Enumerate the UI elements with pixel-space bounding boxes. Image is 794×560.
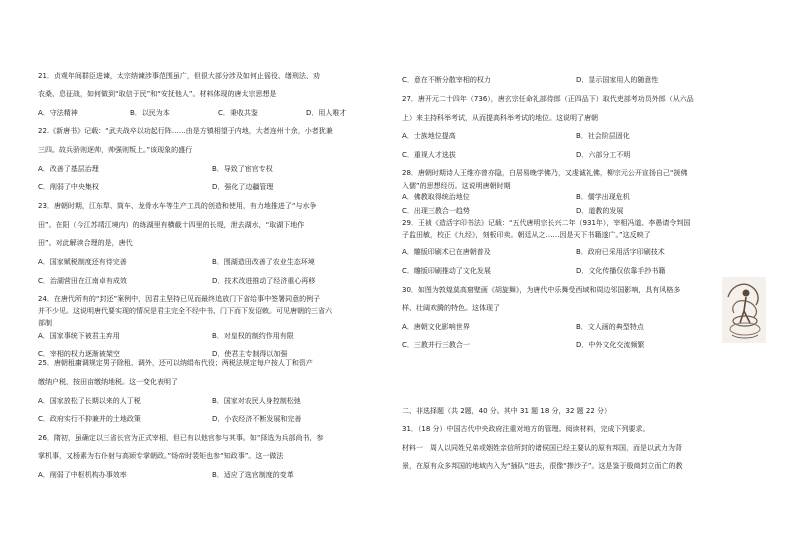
q22-option-d: D．强化了边疆管理 [212, 183, 274, 191]
q29-option-d: D．文化传播仅依靠手抄书籍 [576, 267, 666, 275]
q30-option-b: B．文人画的典型特点 [576, 323, 644, 331]
q22-stem-line1: 22.《新唐书》记载：“武夫战卒以功起行阵……由是方镇相望于内地，大者连州十余，小者犹兼 [38, 127, 333, 135]
q26-option-a: A．削弱了中枢机构办事效率 [38, 471, 127, 479]
q31-material-line1: 材料一 周人以同姓兄弟或姻姓亲信所封的诸侯国已经主要认的原有邦国，而是以武力为背 [402, 444, 682, 452]
q29-stem-line2: 子监田敏，校正《九经》，刻板印卖。朝廷从之……因是天下书籍遂广。”这反映了 [402, 231, 651, 239]
q27-option-b: B．社会阶层固化 [576, 132, 630, 140]
q25-stem-line1: 25．唐朝租庸调规定男子除租、调外，还可以纳绢布代役；两税法规定每户按人丁和资产 [38, 359, 313, 367]
q23-stem-line3: 田”。对此解读合理的是，唐代 [38, 239, 133, 247]
q28-option-a: A．佛教取得统治地位 [402, 193, 470, 201]
q27-option-d: D．六部分工不明 [576, 151, 631, 159]
q21-stem-line2: 农桑、息征战，如何做到“取信于民”和“安抚他人”。材料体现的唐太宗思想是 [38, 90, 277, 98]
q24-stem-line3: 部制 [38, 319, 52, 327]
q30-stem-line1: 30．如图为敦煌莫高窟壁画《胡旋舞》，为唐代中乐舞受西域和周边邻国影响，具有风格多 [402, 286, 681, 294]
q25-option-a: A．国家放松了长期以来的人丁税 [38, 397, 141, 405]
q28-stem-line2: 入儒”的思想经历。这说明唐朝时期 [402, 182, 511, 190]
q23-option-a: A．国家赋税制度还有待完善 [38, 258, 127, 266]
q27-stem-line1: 27．唐开元二十四年（736），唐玄宗任命礼部侍郎（正四品下）取代吏部考功员外郎（从六品 [402, 95, 694, 103]
q26-option-b: B．适应了选官制度的变革 [212, 471, 294, 479]
q30-stem-line2: 样、壮阔欢腾的特色。这体现了 [402, 304, 500, 312]
q24-option-c: C．宰相的权力逐渐被架空 [38, 350, 120, 358]
q26-option-d: D．显示国家用人的随意性 [576, 76, 659, 84]
q24-option-d: D．使君主专制得以加强 [212, 350, 288, 358]
q28-option-c: C．出现三教合一趋势 [402, 207, 470, 215]
q21-option-d: D．用人唯才 [306, 109, 347, 117]
q21-option-c: C．秉收共鉴 [218, 109, 258, 117]
q30-option-d: D．中外文化交流频繁 [576, 341, 645, 349]
q25-option-d: D．小农经济不断发展和完善 [212, 415, 302, 423]
q25-option-c: C．政府实行不抑兼并的土地政策 [38, 415, 141, 423]
q22-option-b: B．导致了宦官专权 [212, 165, 273, 173]
section-two-heading: 二、非选择题（共 2题，40 分。其中 31 题 18 分，32 题 22 分） [402, 407, 612, 415]
q27-stem-line2: 上）来主持科举考试，从而提高科举考试的地位。这说明了唐朝 [402, 114, 598, 122]
q27-option-a: A．士族地位提高 [402, 132, 456, 140]
q28-option-b: B．儒学出现危机 [576, 193, 630, 201]
q25-stem-line2: 缴纳户税，按田亩缴纳地税。这一变化表明了 [38, 378, 178, 386]
q25-option-b: B．国家对农民人身控制松弛 [212, 397, 301, 405]
q28-option-d: D．道教的发展 [576, 207, 624, 215]
q27-option-c: C．重视人才选拔 [402, 151, 456, 159]
q21-option-a: A．守法精神 [38, 109, 78, 117]
q29-option-a: A．雕版印刷术已在唐朝普及 [402, 248, 491, 256]
q28-stem-line1: 28．唐朝时期诗人王维亦曾亦隐，白居易晚学佛乃，又虔诚礼佛，柳宗元公开宣扬自己“援佛 [402, 169, 688, 177]
q24-option-a: A．国家事统下被君主弃用 [38, 332, 120, 340]
q29-stem-line1: 29．王祯《造活字印书法》记载：“五代唐明宗长兴二年（931年），宰相冯道、李愚请令判国 [402, 219, 691, 227]
q26-option-c: C．意在不断分散宰相的权力 [402, 76, 491, 84]
q22-option-c: C．削弱了中央集权 [38, 183, 99, 191]
q26-stem-line1: 26．隋初，虽确定以三省长官为正式宰相，但已有以他官参与其事。如“择选为兵部尚书，参 [38, 434, 324, 442]
q29-option-b: B．政府已采用活字印刷技术 [576, 248, 665, 256]
q31-material-line2: 景，在原有众多邦国的地域内入为“插队”进去，很像“掺沙子”。这是鉴于殷商封立而亡的教 [402, 462, 683, 470]
q30-option-c: C．三教并行三教合一 [402, 341, 470, 349]
q23-option-d: D．技术改进推动了经济重心再移 [212, 277, 316, 285]
q21-option-b: B．以民为本 [130, 109, 170, 117]
q30-option-a: A．唐朝文化影响世界 [402, 323, 470, 331]
q26-stem-line2: 掌机事，又杨素为右仆射与高颎专掌朝政。”炀帝时裴矩也参“知政事”。这一做法 [38, 452, 284, 460]
q23-option-b: B．围湖造田改善了农业生态环境 [212, 258, 315, 266]
q31-stem: 31．（18 分）中国古代中央政府注重对地方的管理。阅读材料，完成下列要求。 [402, 425, 650, 433]
q29-option-c: C．雕版印刷推动了文化发展 [402, 267, 491, 275]
q24-stem-line2: 并不少见。这说明唐代要实现的情况是君主完全不经中书、门下而下发诏敕。可见唐朝的三省六 [38, 307, 332, 315]
q22-stem-line2: 三四。故兵骄则逐帅，帅强则叛上。”该现象的盛行 [38, 146, 193, 154]
q21-stem-line1: 21．贞观年间群臣进谏，太宗纳谏涉事范围虽广，但很大部分涉及如何止徭役、缮刑法、劝 [38, 72, 320, 80]
q24-stem-line1: 24．在唐代所有的“封还”案例中，因君主坚持已见而最终追放门下省给事中签署同意的例子 [38, 295, 321, 303]
q22-option-a: A．改善了基层治理 [38, 165, 99, 173]
q23-stem-line1: 23．唐朝时期，江东犁、筒车、龙骨水车等生产工具的创造和使用，有力地推进了“与水争 [38, 202, 317, 210]
dancer-painting-icon [722, 277, 766, 343]
q23-stem-line2: 田”。在阳（今江苏靖江境内）的练湖里有横截十四里的长堤，泄去湖水，“取湖下地作 [38, 221, 305, 229]
q23-option-c: C．治湖营田在江南卓有成效 [38, 277, 127, 285]
q24-option-b: B．对皇权的制约作用有限 [212, 332, 294, 340]
